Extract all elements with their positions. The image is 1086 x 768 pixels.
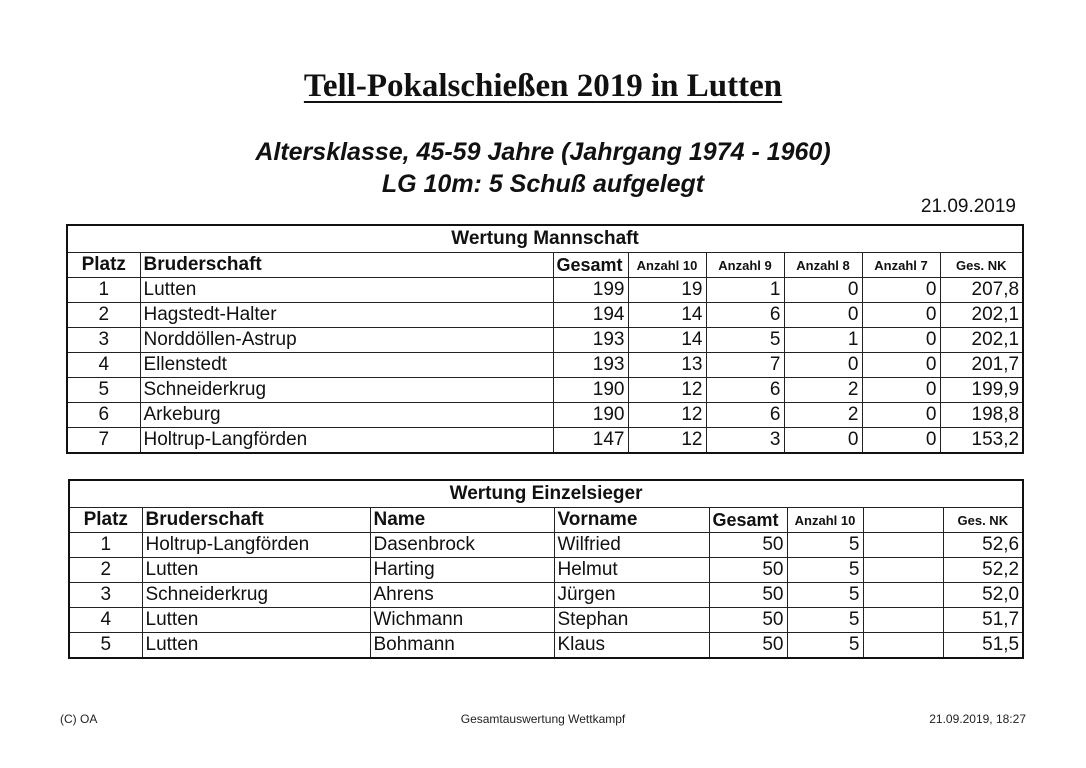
- cell-anzahl-9: 5: [706, 328, 784, 353]
- cell-gesamt: 50: [709, 533, 787, 558]
- cell-ges-nk: 52,6: [943, 533, 1023, 558]
- cell-platz: 1: [69, 533, 142, 558]
- cell-platz: 5: [69, 633, 142, 659]
- cell-ges-nk: 52,0: [943, 583, 1023, 608]
- table-row: [69, 533, 1023, 558]
- cell-anzahl-10: 5: [787, 633, 863, 659]
- cell-platz: 2: [67, 303, 140, 328]
- footer-timestamp: 21.09.2019, 18:27: [929, 712, 1026, 726]
- footer-copyright: (C) OA: [60, 712, 98, 726]
- header-platz: Platz: [67, 253, 140, 278]
- subtitle-age-class: Altersklasse, 45-59 Jahre (Jahrgang 1974 - 1960): [255, 138, 831, 166]
- cell-vorname: Wilfried: [554, 533, 709, 558]
- table-row: [67, 428, 1023, 454]
- single-caption-row: [69, 480, 1023, 508]
- cell-gesamt: 190: [553, 378, 628, 403]
- cell-anzahl-10: 12: [628, 428, 706, 454]
- cell-anzahl-7: 0: [862, 328, 940, 353]
- cell-platz: 7: [67, 428, 140, 454]
- cell-anzahl-7: 0: [862, 353, 940, 378]
- cell-name: Harting: [370, 558, 554, 583]
- header-ges-nk: Ges. NK: [943, 508, 1023, 533]
- table-row: [69, 558, 1023, 583]
- cell-anzahl-9: 7: [706, 353, 784, 378]
- cell-gesamt: 50: [709, 583, 787, 608]
- cell-vorname: Klaus: [554, 633, 709, 659]
- cell-empty: [863, 633, 943, 659]
- document-date: 21.09.2019: [920, 196, 1016, 217]
- cell-name: Ahrens: [370, 583, 554, 608]
- cell-anzahl-10: 19: [628, 278, 706, 303]
- cell-ges-nk: 202,1: [940, 303, 1023, 328]
- cell-bruderschaft: Schneiderkrug: [142, 583, 370, 608]
- cell-ges-nk: 51,5: [943, 633, 1023, 659]
- cell-ges-nk: 202,1: [940, 328, 1023, 353]
- cell-bruderschaft: Lutten: [140, 278, 553, 303]
- cell-platz: 1: [67, 278, 140, 303]
- cell-anzahl-9: 6: [706, 403, 784, 428]
- cell-bruderschaft: Lutten: [142, 608, 370, 633]
- cell-name: Bohmann: [370, 633, 554, 659]
- cell-bruderschaft: Holtrup-Langförden: [142, 533, 370, 558]
- cell-ges-nk: 199,9: [940, 378, 1023, 403]
- cell-anzahl-10: 12: [628, 403, 706, 428]
- cell-bruderschaft: Holtrup-Langförden: [140, 428, 553, 454]
- header-empty: [863, 508, 943, 533]
- cell-anzahl-10: 5: [787, 533, 863, 558]
- cell-gesamt: 193: [553, 328, 628, 353]
- cell-platz: 4: [67, 353, 140, 378]
- table-row: [69, 583, 1023, 608]
- cell-platz: 3: [69, 583, 142, 608]
- cell-anzahl-8: 1: [784, 328, 862, 353]
- cell-ges-nk: 52,2: [943, 558, 1023, 583]
- cell-anzahl-8: 0: [784, 428, 862, 454]
- cell-anzahl-10: 14: [628, 303, 706, 328]
- header-anzahl-9: Anzahl 9: [706, 253, 784, 278]
- cell-anzahl-8: 0: [784, 353, 862, 378]
- table-row: [67, 378, 1023, 403]
- table-row: [67, 278, 1023, 303]
- cell-platz: 3: [67, 328, 140, 353]
- header-bruderschaft: Bruderschaft: [142, 508, 370, 533]
- cell-name: Wichmann: [370, 608, 554, 633]
- cell-bruderschaft: Ellenstedt: [140, 353, 553, 378]
- cell-bruderschaft: Lutten: [142, 558, 370, 583]
- cell-anzahl-8: 2: [784, 403, 862, 428]
- header-gesamt: Gesamt: [553, 253, 628, 278]
- team-results-table: [66, 224, 1024, 454]
- cell-anzahl-10: 13: [628, 353, 706, 378]
- cell-anzahl-8: 0: [784, 278, 862, 303]
- header-anzahl-10: Anzahl 10: [628, 253, 706, 278]
- cell-gesamt: 199: [553, 278, 628, 303]
- cell-ges-nk: 51,7: [943, 608, 1023, 633]
- cell-gesamt: 194: [553, 303, 628, 328]
- cell-gesamt: 50: [709, 633, 787, 659]
- cell-anzahl-10: 5: [787, 608, 863, 633]
- header-name: Name: [370, 508, 554, 533]
- cell-anzahl-10: 12: [628, 378, 706, 403]
- cell-platz: 2: [69, 558, 142, 583]
- table-row: [69, 633, 1023, 659]
- cell-platz: 4: [69, 608, 142, 633]
- document-title: Tell-Pokalschießen 2019 in Lutten: [303, 68, 783, 104]
- cell-anzahl-10: 5: [787, 558, 863, 583]
- cell-anzahl-7: 0: [862, 278, 940, 303]
- cell-anzahl-9: 6: [706, 303, 784, 328]
- table-row: [67, 328, 1023, 353]
- single-results-table: [68, 479, 1024, 659]
- cell-anzahl-8: 0: [784, 303, 862, 328]
- cell-vorname: Helmut: [554, 558, 709, 583]
- cell-gesamt: 50: [709, 558, 787, 583]
- cell-platz: 5: [67, 378, 140, 403]
- cell-vorname: Stephan: [554, 608, 709, 633]
- cell-anzahl-7: 0: [862, 303, 940, 328]
- cell-bruderschaft: Lutten: [142, 633, 370, 659]
- cell-empty: [863, 558, 943, 583]
- cell-anzahl-10: 14: [628, 328, 706, 353]
- cell-anzahl-7: 0: [862, 428, 940, 454]
- header-anzahl-10: Anzahl 10: [787, 508, 863, 533]
- cell-anzahl-9: 1: [706, 278, 784, 303]
- cell-anzahl-8: 2: [784, 378, 862, 403]
- cell-anzahl-7: 0: [862, 403, 940, 428]
- footer-report-name: Gesamtauswertung Wettkampf: [460, 712, 626, 726]
- team-header-row: [67, 253, 1023, 278]
- cell-bruderschaft: Schneiderkrug: [140, 378, 553, 403]
- cell-bruderschaft: Arkeburg: [140, 403, 553, 428]
- cell-ges-nk: 153,2: [940, 428, 1023, 454]
- cell-gesamt: 147: [553, 428, 628, 454]
- cell-empty: [863, 608, 943, 633]
- subtitle-discipline: LG 10m: 5 Schuß aufgelegt: [381, 170, 705, 198]
- cell-ges-nk: 201,7: [940, 353, 1023, 378]
- table-row: [67, 303, 1023, 328]
- table-row: [69, 608, 1023, 633]
- cell-vorname: Jürgen: [554, 583, 709, 608]
- cell-anzahl-9: 3: [706, 428, 784, 454]
- table-row: [67, 403, 1023, 428]
- single-header-row: [69, 508, 1023, 533]
- cell-name: Dasenbrock: [370, 533, 554, 558]
- table-row: [67, 353, 1023, 378]
- header-anzahl-7: Anzahl 7: [862, 253, 940, 278]
- single-table-caption: Wertung Einzelsieger: [69, 480, 1023, 508]
- header-bruderschaft: Bruderschaft: [140, 253, 553, 278]
- cell-bruderschaft: Norddöllen-Astrup: [140, 328, 553, 353]
- cell-gesamt: 193: [553, 353, 628, 378]
- cell-gesamt: 50: [709, 608, 787, 633]
- cell-anzahl-10: 5: [787, 583, 863, 608]
- cell-anzahl-7: 0: [862, 378, 940, 403]
- header-gesamt: Gesamt: [709, 508, 787, 533]
- header-ges-nk: Ges. NK: [940, 253, 1023, 278]
- cell-platz: 6: [67, 403, 140, 428]
- cell-anzahl-9: 6: [706, 378, 784, 403]
- cell-ges-nk: 198,8: [940, 403, 1023, 428]
- cell-ges-nk: 207,8: [940, 278, 1023, 303]
- cell-gesamt: 190: [553, 403, 628, 428]
- header-anzahl-8: Anzahl 8: [784, 253, 862, 278]
- team-table-caption: Wertung Mannschaft: [67, 225, 1023, 253]
- cell-bruderschaft: Hagstedt-Halter: [140, 303, 553, 328]
- cell-empty: [863, 583, 943, 608]
- team-caption-row: [67, 225, 1023, 253]
- header-platz: Platz: [69, 508, 142, 533]
- header-vorname: Vorname: [554, 508, 709, 533]
- cell-empty: [863, 533, 943, 558]
